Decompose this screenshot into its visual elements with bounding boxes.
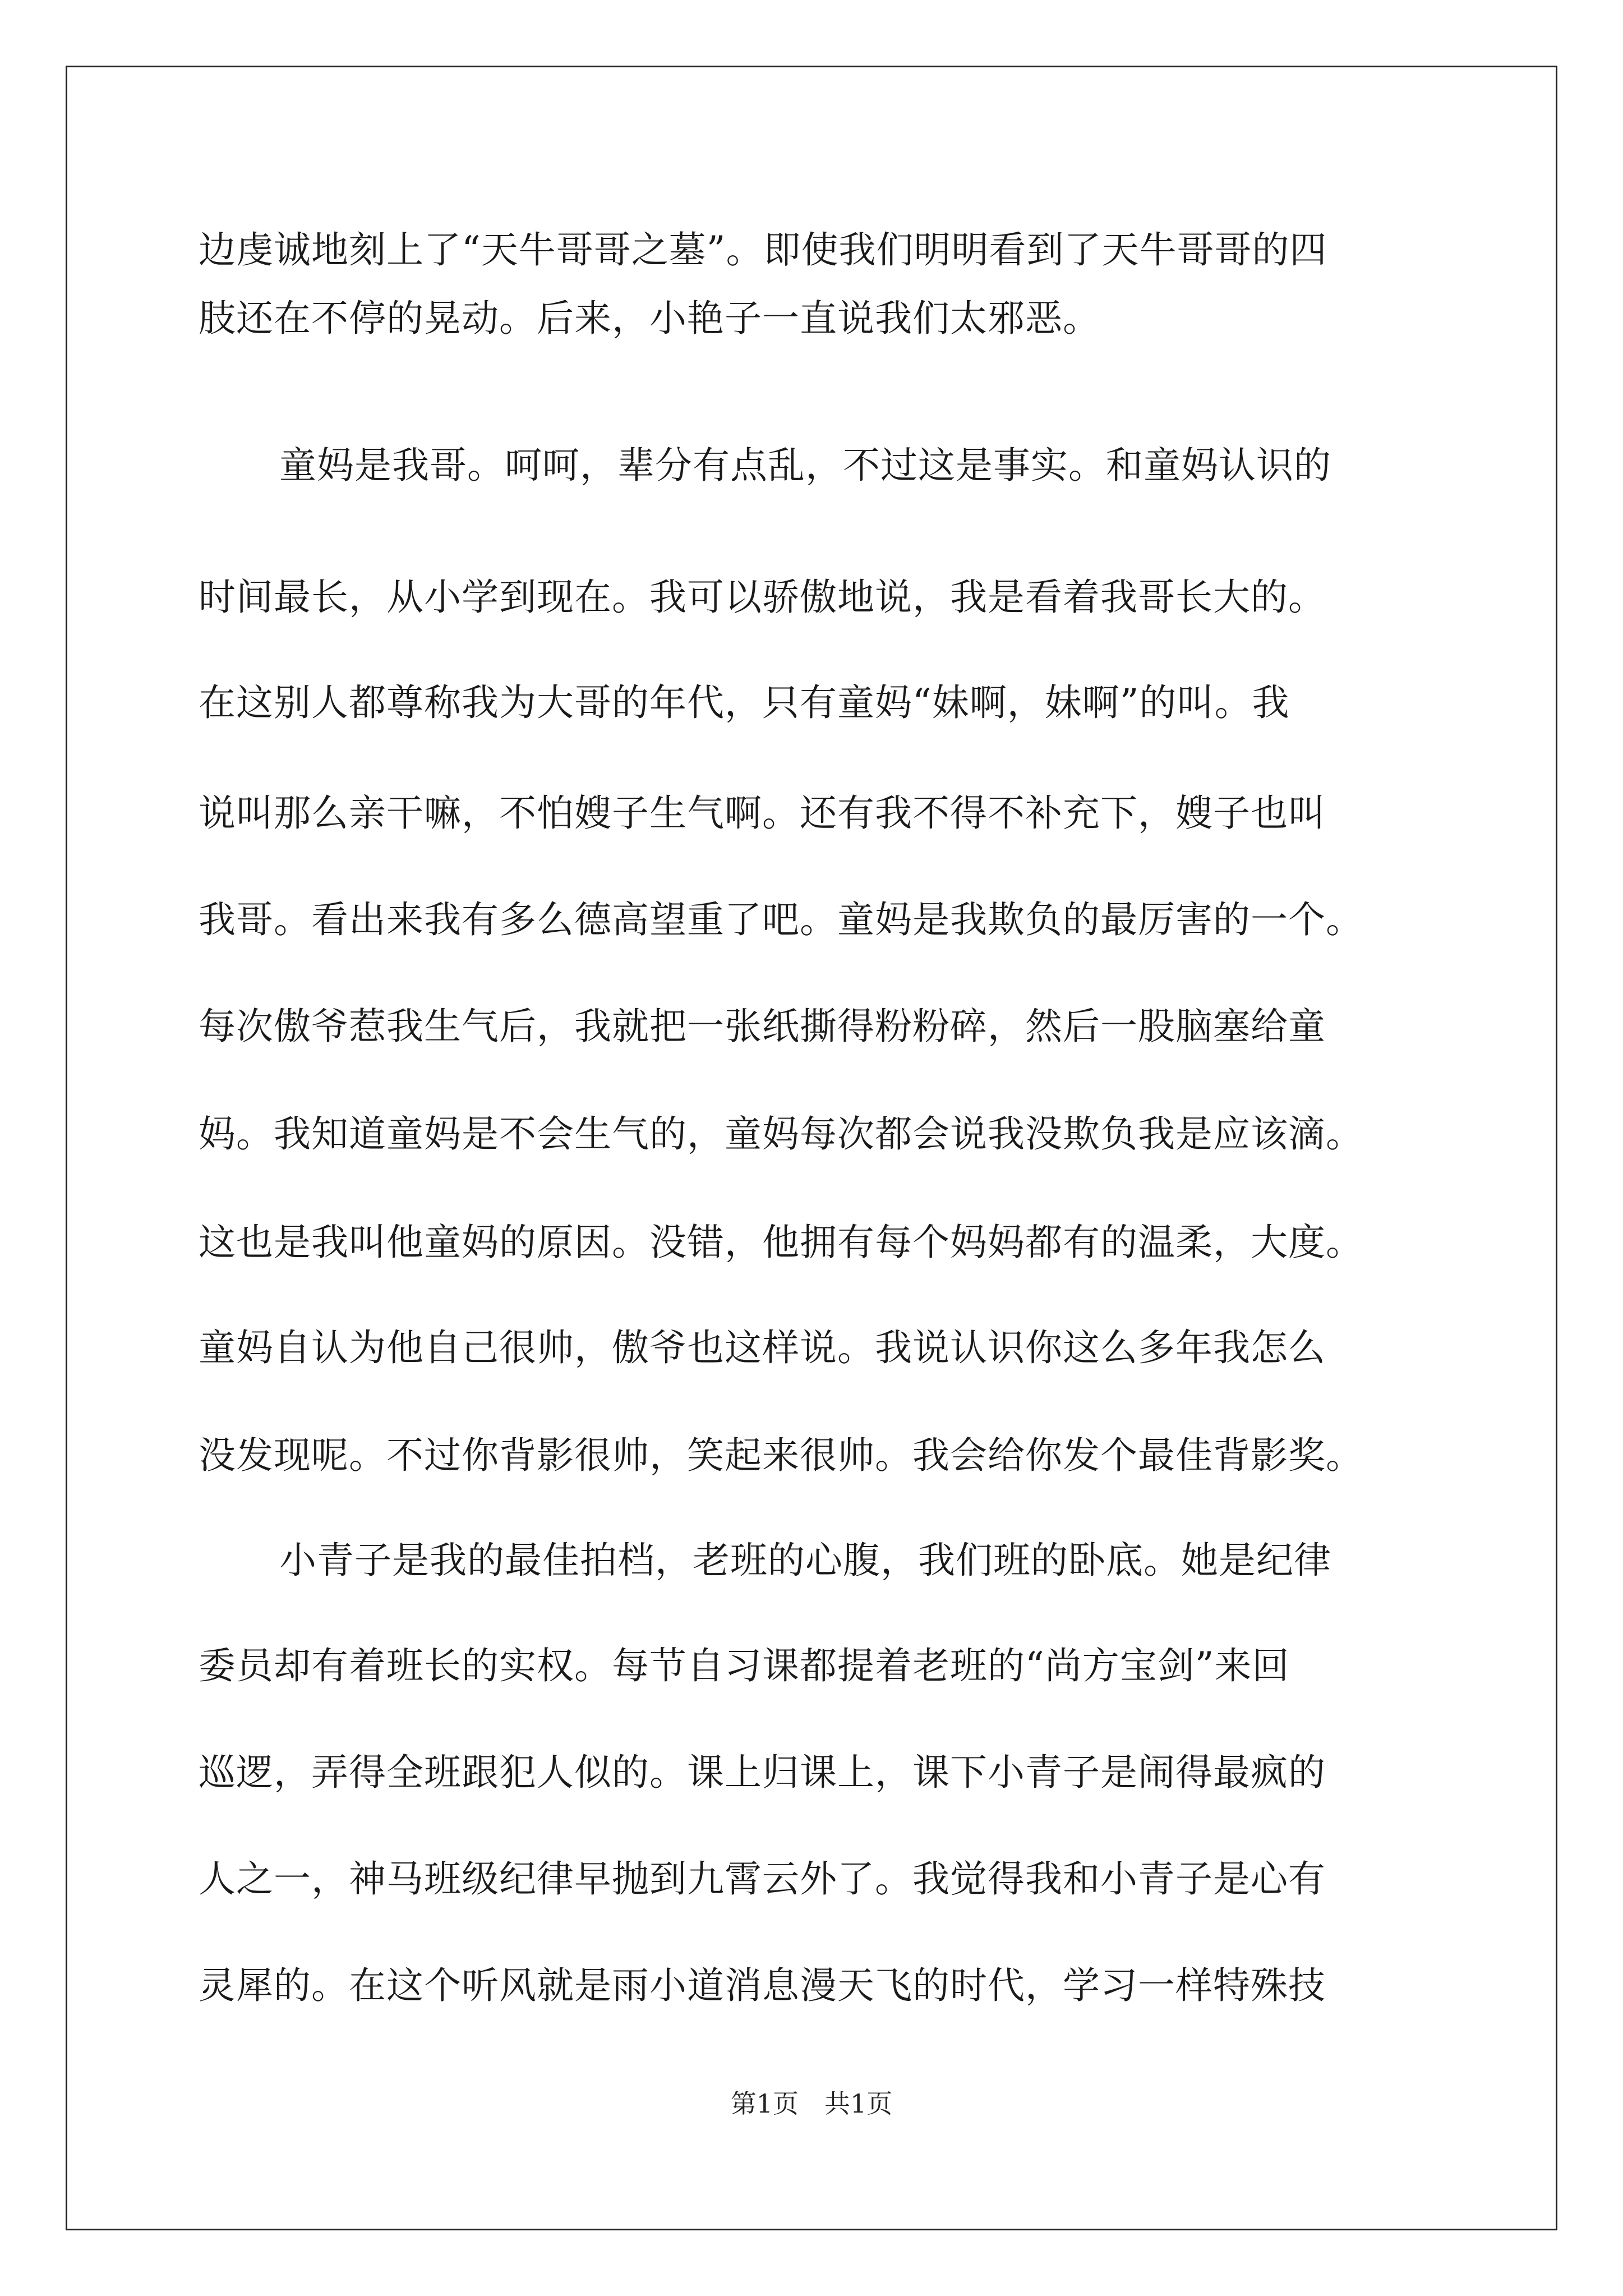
text-line: 说叫那么亲干嘛，不怕嫂子生气啊。还有我不得不补充下，嫂子也叫: [199, 792, 1326, 835]
text-line: 巡逻，弄得全班跟犯人似的。课上归课上，课下小青子是闹得最疯的: [199, 1751, 1326, 1794]
text-line: 我哥。看出来我有多么德高望重了吧。童妈是我欺负的最厉害的一个。: [199, 898, 1363, 941]
page-number-footer: 第1页 共1页: [730, 2088, 893, 2119]
text-line: 童妈自认为他自己很帅，傲爷也这样说。我说认识你这么多年我怎么: [199, 1326, 1326, 1369]
text-line: 边虔诚地刻上了“天牛哥哥之墓”。即使我们明明看到了天牛哥哥的四: [199, 228, 1327, 272]
text-line: 没发现呢。不过你背影很帅，笑起来很帅。我会给你发个最佳背影奖。: [199, 1434, 1363, 1477]
text-line: 委员却有着班长的实权。每节自习课都提着老班的“尚方宝剑”来回: [199, 1644, 1290, 1687]
paragraph-first-line: 童妈是我哥。呵呵，辈分有点乱，不过这是事实。和童妈认识的: [279, 444, 1331, 487]
text-line: 灵犀的。在这个听风就是雨小道消息漫天飞的时代，学习一样特殊技: [199, 1964, 1326, 2007]
text-line: 每次傲爷惹我生气后，我就把一张纸撕得粉粉碎，然后一股脑塞给童: [199, 1005, 1326, 1048]
paragraph-first-line: 小青子是我的最佳拍档，老班的心腹，我们班的卧底。她是纪律: [279, 1539, 1331, 1582]
text-line: 妈。我知道童妈是不会生气的，童妈每次都会说我没欺负我是应该滴。: [199, 1112, 1363, 1156]
text-line: 时间最长，从小学到现在。我可以骄傲地说，我是看着我哥长大的。: [199, 576, 1326, 619]
text-line: 在这别人都尊称我为大哥的年代，只有童妈“妹啊，妹啊”的叫。我: [199, 681, 1290, 724]
text-line: 这也是我叫他童妈的原因。没错，他拥有每个妈妈都有的温柔，大度。: [199, 1221, 1363, 1264]
text-line: 人之一，神马班级纪律早抛到九霄云外了。我觉得我和小青子是心有: [199, 1857, 1326, 1901]
text-line: 肢还在不停的晃动。后来，小艳子一直说我们太邪恶。: [199, 297, 1100, 340]
